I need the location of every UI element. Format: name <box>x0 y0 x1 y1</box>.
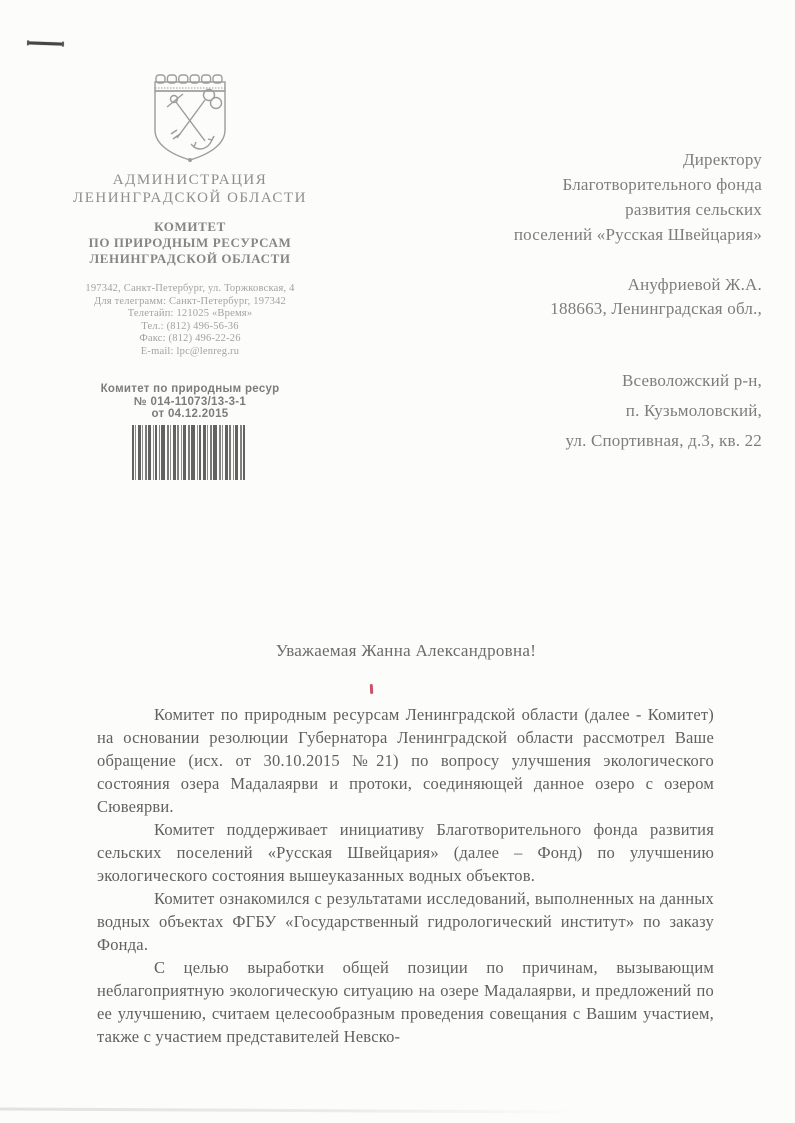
paragraph: С целью выработки общей позиции по причинам, вызывающим неблагоприятную экологическую ситуацию на озере Мадалаярви, и предложений по ее улучшению, считаем целесообразным проведения совещания с Вашим участием, также с участием представителей Невско- <box>97 958 714 1046</box>
committee-line: ПО ПРИРОДНЫМ РЕСУРСАМ <box>88 235 292 250</box>
letterhead <box>45 70 335 480</box>
recipient-line: ул. Спортивная, д.3, кв. 22 <box>565 431 762 450</box>
recipient-address <box>514 366 762 456</box>
recipient-line: развития сельских <box>625 200 762 219</box>
committee-line: КОМИТЕТ <box>154 219 226 234</box>
recipient-line: п. Кузьмоловский, <box>625 401 762 420</box>
coat-of-arms-icon <box>147 70 233 162</box>
stamp-org-line: Комитет по природным ресур <box>100 383 280 395</box>
recipient-line: поселений «Русская Швейцария» <box>513 225 762 244</box>
stamp-number: № 014-11073/13-3-1 <box>133 395 247 408</box>
recipient-person <box>514 273 762 321</box>
recipient-line: Директору <box>682 150 762 169</box>
salutation: Уважаемая Жанна Александровна! <box>275 641 537 660</box>
recipient-block <box>514 147 762 456</box>
committee-line: ЛЕНИНГРАДСКОЙ ОБЛАСТИ <box>89 251 291 266</box>
letter-body <box>97 703 714 1048</box>
org-line: АДМИНИСТРАЦИЯ <box>112 172 268 188</box>
registration-stamp <box>45 383 335 421</box>
recipient-line: Благотворительного фонда <box>562 175 762 194</box>
contact-line: Для телеграмм: Санкт-Петербург, 197342 <box>93 295 287 307</box>
red-ink-mark <box>370 684 374 694</box>
paragraph: Комитет по природным ресурсам Ленинградской области (далее - Комитет) на основании резолюции Губернатора Ленинградской области рассмотрел Ваше обращение (исх. от 30.10.2015 №21) по вопросу улучшения экологического состояния озера Мадалаярви и протоки, соединяющей данное озеро с озером Сювеярви. <box>97 705 714 816</box>
committee-name <box>45 219 335 267</box>
contact-line: Факс: (812) 496-22-26 <box>139 333 241 344</box>
org-line: ЛЕНИНГРАДСКОЙ ОБЛАСТИ <box>73 190 307 206</box>
organization-name <box>45 171 335 207</box>
recipient-line: Всеволожский р-н, <box>622 371 762 390</box>
contact-line: Тел.: (812) 496-56-36 <box>141 320 239 332</box>
recipient-line: 188663, Ленинградская обл., <box>550 299 762 318</box>
paragraph: Комитет ознакомился с результатами исследований, выполненных на данных водных объектах ФГБУ «Государственный гидрологический институт» по заказу Фонда. <box>97 889 714 954</box>
contact-line: Телетайп: 121025 «Время» <box>127 308 253 319</box>
recipient-line: Ануфриевой Ж.А. <box>627 275 762 294</box>
pen-dash-mark <box>27 41 64 45</box>
barcode-image <box>132 425 248 480</box>
scanner-edge-artifact <box>0 1107 585 1113</box>
letterhead-contacts <box>45 283 335 358</box>
recipient-organization <box>514 147 762 247</box>
contact-line: E-mail: lpc@lenreg.ru <box>140 345 240 357</box>
contact-line: 197342, Санкт-Петербург, ул. Торжковская, 4 <box>85 283 295 294</box>
paragraph: Комитет поддерживает инициативу Благотворительного фонда развития сельских поселений «Русская Швейцария» (далее – Фонд) по улучшению экологического состояния вышеуказанных водных объектов. <box>97 820 714 885</box>
stamp-date: от 04.12.2015 <box>151 408 229 420</box>
